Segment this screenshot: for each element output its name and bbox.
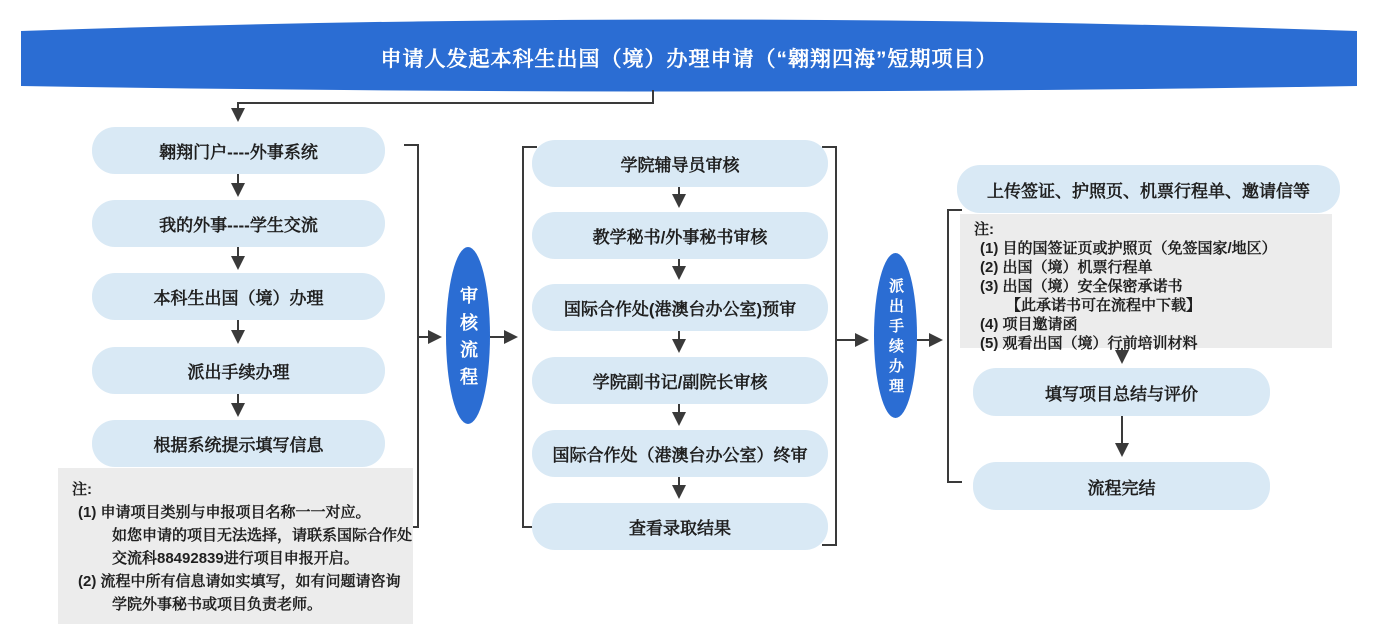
step-my-foreign-affairs: 我的外事----学生交流 — [92, 200, 385, 247]
right-note-line: (3) 出国（境）安全保密承诺书 — [980, 278, 1183, 295]
step-portal: 翱翔门户----外事系统 — [92, 127, 385, 174]
step-process-complete: 流程完结 — [973, 462, 1270, 510]
step-project-summary: 填写项目总结与评价 — [973, 368, 1270, 416]
review-process-label: 审核流程 — [458, 286, 478, 394]
page-title: 申请人发起本科生出国（境）办理申请（“翱翔四海”短期项目） — [380, 48, 998, 71]
right-note-line: (2) 出国（境）机票行程单 — [980, 259, 1153, 276]
step-counselor-review: 学院辅导员审核 — [532, 140, 828, 187]
dispatch-procedure-oval — [874, 253, 917, 418]
mid-column-right-bracket — [822, 147, 836, 545]
step-secretary-review: 教学秘书/外事秘书审核 — [532, 212, 828, 259]
right-note-line: (5) 观看出国（境）行前培训材料 — [980, 335, 1198, 352]
left-note-line: 如您申请的项目无法选择，请联系国际合作处 — [112, 527, 413, 544]
step-intl-office-preliminary: 国际合作处(港澳台办公室)预审 — [532, 284, 828, 331]
left-note-line: (2) 流程中所有信息请如实填写，如有问题请咨询 — [78, 573, 401, 590]
step-view-admission-result: 查看录取结果 — [532, 503, 828, 550]
right-note-heading: 注: — [974, 221, 994, 238]
mid-column-left-bracket — [523, 147, 537, 527]
step-fill-info: 根据系统提示填写信息 — [92, 420, 385, 467]
right-note — [960, 214, 1332, 352]
dispatch-procedure-label: 派出手续办理 — [887, 278, 904, 398]
right-note-line: (4) 项目邀请函 — [980, 316, 1078, 333]
right-note-line: 【此承诺书可在流程中下载】 — [1006, 297, 1202, 314]
step-dispatch-procedure: 派出手续办理 — [92, 347, 385, 394]
left-note-heading: 注: — [72, 481, 92, 498]
review-process-oval — [446, 247, 490, 424]
left-note — [58, 468, 413, 624]
step-deputy-dean-review: 学院副书记/副院长审核 — [532, 357, 828, 404]
right-note-line: (1) 目的国签证页或护照页（免签国家/地区） — [980, 240, 1277, 257]
step-intl-office-final: 国际合作处（港澳台办公室）终审 — [532, 430, 828, 477]
left-note-line: 交流科88492839进行项目申报开启。 — [112, 550, 359, 567]
step-upload-documents: 上传签证、护照页、机票行程单、邀请信等 — [957, 165, 1340, 213]
left-note-line: (1) 申请项目类别与申报项目名称一一对应。 — [78, 504, 371, 521]
step-undergrad-abroad: 本科生出国（境）办理 — [92, 273, 385, 320]
left-note-line: 学院外事秘书或项目负责老师。 — [112, 596, 323, 613]
